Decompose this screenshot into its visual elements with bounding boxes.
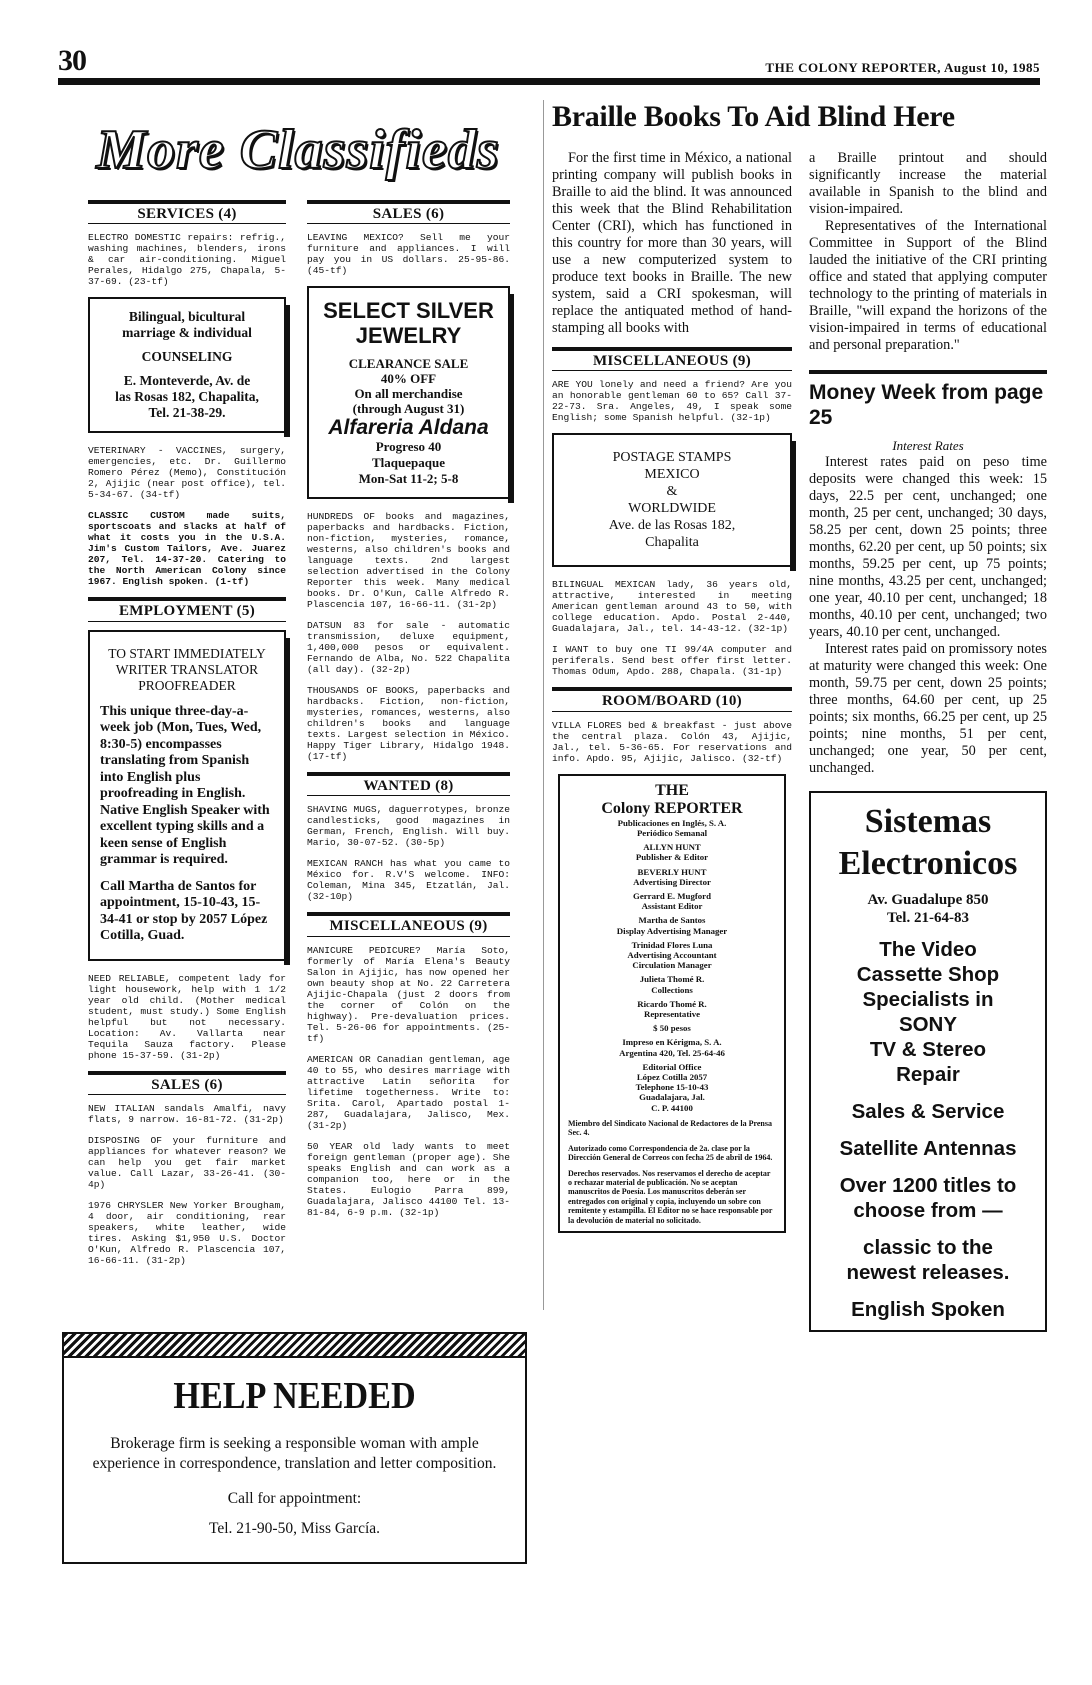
braille-story-continued — [809, 150, 1047, 354]
wanted-ad: MEXICAN RANCH has what you came to México for. R.V'S welcome. INFO: Coleman, Mina 345, Etzatlán, Jal. (32-10p) — [307, 858, 510, 903]
sistemas-line: Sales & Service — [851, 1100, 1005, 1124]
column-3 — [552, 150, 792, 1233]
staff-line: Guadalajara, Jal. — [639, 1092, 705, 1103]
wanted-section-head: WANTED (8) — [307, 772, 510, 796]
staff-line: Ricardo Thomé R. — [637, 998, 707, 1009]
sistemas-name: Electronicos — [838, 845, 1018, 883]
sistemas-electronicos-ad — [809, 791, 1047, 1332]
staff-line: BEVERLY HUNT — [637, 866, 707, 877]
classifieds-masthead: More Classifieds — [96, 119, 500, 181]
column-1 — [88, 190, 286, 1276]
sistemas-phone: Tel. 21-64-83 — [887, 910, 969, 927]
postage-stamps-ad — [552, 433, 792, 567]
misc-ad: 50 YEAR old lady wants to meet foreign gentleman (proper age). She speaks English and can work as a companion too, here or in the States. Eulogio Parra 899, Guadalajara, Jalisco 44100 Tel. 13-81-84, 6-9 p.m. (32-1p) — [307, 1140, 510, 1218]
staff-line: Julieta Thomé R. — [639, 974, 705, 985]
staff-line: C. P. 44100 — [651, 1102, 693, 1113]
hatched-band — [64, 1334, 525, 1358]
job-heading: WRITER TRANSLATOR — [115, 661, 259, 677]
braille-headline: Braille Books To Aid Blind Here — [552, 100, 955, 133]
staff-title: Colony REPORTER — [601, 799, 743, 817]
stamps-line: Chapalita — [645, 535, 699, 551]
story-paragraph: Interest rates paid on promissory notes at maturity were changed this week: One month, 59.75 per cent, down 25 points; three months, 64.60 per cent, up 25 points; six months, 66.25 per cent, up 25 points; nine months, 51 per cent, unchanged; one year, 50 per cent, unchanged. — [809, 641, 1047, 777]
sales-ad: NEW ITALIAN sandals Amalfi, navy flats, 9 narrow. 16-81-72. (31-2p) — [88, 1103, 286, 1126]
sistemas-address — [817, 891, 1039, 927]
counsel-line: E. Monteverde, Av. de — [123, 373, 251, 389]
stamps-line: Ave. de las Rosas 182, — [608, 518, 736, 534]
staff-line: López Cotilla 2057 — [636, 1072, 708, 1083]
staff-line: Publisher & Editor — [635, 852, 709, 863]
custom-tailor-ad: CLASSIC CUSTOM made suits, sportscoats and slacks at half of what it costs you in the U.S.A. Jim's Custom Tailors, Ave. Juarez 207, Tel. 14-37-20. Catering to the North American Colony since 1967. English spoken. (1-tf) — [88, 510, 286, 588]
silver-store-name: Alfareria Aldana — [328, 416, 489, 440]
sistemas-line: Specialists in — [862, 988, 994, 1012]
help-needed-text: Brokerage firm is seeking a responsible woman with ample experience in correspondence, translation and letter composition. — [92, 1435, 497, 1472]
story-paragraph: a Braille printout and should significantly increase the material available in Spanish to the blind and vision-impaired. — [809, 150, 1047, 217]
stamps-line: POSTAGE STAMPS — [612, 450, 732, 466]
column-divider — [543, 100, 544, 1310]
misc-section-head: MISCELLANEOUS (9) — [307, 912, 510, 936]
counsel-line: Bilingual, bicultural — [128, 309, 246, 325]
staff-line: Martha de Santos — [638, 915, 706, 926]
staff-line: Publicaciones en Inglés, S. A. — [617, 817, 727, 828]
misc-ad: AMERICAN OR Canadian gentleman, age 40 to 55, who desires marriage with attractive Latin señorita for lifetime togetherness. Write to: Srita. Carol, Apartado postal 1-287, Guadalajara, Jalisco, Mex. (31-2p) — [307, 1053, 510, 1131]
misc-ad: BILINGUAL MEXICAN lady, 36 years old, attractive, interested in meeting American gentleman around 43 to 50, with college education. Apdo. Postal 2-440, Guadalajara, Jal., tel. 14-43-12. (32-1p) — [552, 579, 792, 635]
sistemas-line: newest releases. — [846, 1261, 1010, 1285]
staff-line: Periódico Semanal — [636, 828, 708, 839]
help-needed-ad — [62, 1332, 527, 1564]
misc-ad: MANICURE PEDICURE? María Soto, formerly of María Elena's Beauty Salon in Ajijic, has now opened her own beauty shop at No. 22 Carretera Ajijic-Chapala (just 2 doors from the corner of Colón on the highway). Pre-devaluation prices. Tel. 5-26-06 for appointments. (25-tf) — [307, 944, 510, 1044]
help-needed-tel: Tel. 21-90-50, Miss García. — [208, 1520, 381, 1537]
silver-address: Progreso 40 — [375, 438, 442, 454]
box-shadow — [284, 305, 290, 437]
staff-line: Argentina 420, Tel. 25-64-46 — [619, 1047, 725, 1058]
job-body: This unique three-day-a-week job (Mon, Tues, Wed, 8:30-5) encompasses translating from Spanish into English plus proofreading in English. Native English Speaker with excellent typing skills and a keen sense of English grammar is required. — [100, 703, 270, 868]
story-paragraph: Representatives of the International Committee in Support of the Blind lauded the initiative of the CRI printing office and stated that applying computer technology to the printing of materials in Braille, "will expand the horizons of the vision-impaired in terms of educational and personal preparation." — [809, 218, 1047, 353]
staff-line: Impreso en Kérigma, S. A. — [622, 1037, 722, 1048]
room-board-section-head: ROOM/BOARD (10) — [552, 687, 792, 711]
misc-section-head: MISCELLANEOUS (9) — [552, 347, 792, 371]
counsel-line: Tel. 21-38-29. — [148, 405, 226, 421]
sistemas-line: Satellite Antennas — [839, 1137, 1017, 1161]
silver-clearance: CLEARANCE SALE — [348, 356, 469, 372]
silver-hours: Mon-Sat 11-2; 5-8 — [358, 470, 459, 486]
staff-line: Advertising Accountant — [627, 950, 717, 961]
sales-ad: DATSUN 83 for sale - automatic transmission, deluxe equipment, 1,400,000 pesos or equivalent. Fernando de Alba, No. 522 Chapalita (all day). (32-2p) — [307, 619, 510, 675]
misc-ad: ARE YOU lonely and need a friend? Are you an honorable gentleman 60 to 65? Call 37-22-73. Sra. Angeles, 49, I speak some English; some Spanish helpful. (32-1p) — [552, 379, 792, 424]
sales-section-head: SALES (6) — [88, 1071, 286, 1095]
staff-line: Gerrard E. Mugford — [633, 891, 711, 902]
sistemas-line: Over 1200 titles to — [839, 1174, 1017, 1198]
services-ad: ELECTRO DOMESTIC repairs: refrig., washing machines, blenders, irons & car air-conditioning. Miguel Perales, Hidalgo 275, Chapala, 5-37-69. (23-tf) — [88, 232, 286, 288]
sales-ad: THOUSANDS OF BOOKS, paperbacks and hardbacks. Fiction, non-fiction, mysteries, romances, westerns, also children's books and language texts. Largest selection in México. Happy Tiger Library, Hidalgo 1948. (17-tf) — [307, 684, 510, 762]
staff-line: Telephone 15-10-43 — [635, 1082, 709, 1093]
story-paragraph: For the first time in México, a national printing company will publish books in Braille to aid the blind. It was announced this week that the Blind Rehabilitation Center (CRI), which has functioned in this country for more than 30 years, will use a new computerized system to produce text books in Braille. The new system, said a CRI spokesman, will replace the antiquated method of hand-stamping all books with — [552, 150, 792, 336]
sistemas-line: Repair — [896, 1063, 960, 1087]
money-week-head: Money Week from page 25 — [809, 370, 1047, 430]
sales-section-head: SALES (6) — [307, 200, 510, 224]
staff-list — [568, 818, 776, 1113]
sistemas-line: SONY — [898, 1013, 958, 1037]
stamps-line: WORLDWIDE — [628, 501, 716, 517]
box-shadow — [508, 294, 514, 502]
interest-rates-subhead: Interest Rates — [892, 438, 964, 453]
staff-title: THE — [655, 781, 689, 799]
employment-section-head: EMPLOYMENT (5) — [88, 597, 286, 621]
sistemas-line: English Spoken — [851, 1298, 1005, 1322]
services-section-head: SERVICES (4) — [88, 200, 286, 224]
staff-line: Editorial Office — [642, 1061, 702, 1072]
staff-line: Trinidad Flores Luna — [631, 939, 713, 950]
silver-title: SELECT SILVER JEWELRY — [323, 298, 494, 349]
running-head: THE COLONY REPORTER, August 10, 1985 — [765, 60, 1040, 75]
job-heading: TO START IMMEDIATELY — [108, 645, 266, 661]
column-2 — [307, 190, 510, 1228]
braille-story — [552, 150, 792, 337]
leaving-mexico-ad: LEAVING MEXICO? Sell me your furniture and appliances. I will pay you in US dollars. 25-95-86. (45-tf) — [307, 232, 510, 277]
staff-line: ALLYN HUNT — [643, 842, 701, 853]
staff-fine-print: Miembro del Sindicato Nacional de Redactores de la Prensa Sec. 4. — [568, 1118, 772, 1138]
silver-address: Tlaquepaque — [372, 454, 445, 470]
column-4 — [809, 150, 1047, 1332]
sistemas-line: classic to the — [863, 1236, 993, 1260]
misc-ad: I WANT to buy one TI 99/4A computer and periferals. Send best offer first letter. Thomas Odum, Apdo. 288, Chapala. (31-1p) — [552, 644, 792, 678]
top-rule — [58, 78, 1040, 85]
sistemas-line: Cassette Shop — [856, 963, 1000, 987]
box-shadow — [284, 638, 290, 965]
counsel-line: COUNSELING — [141, 349, 233, 365]
counsel-line: marriage & individual — [122, 325, 252, 341]
story-paragraph: Interest rates paid on peso time deposits were changed this week: 15 days, 22.5 per cent, unchanged; one month, 25 per cent, unchanged; 30 days, 58.25 per cent, down 25 points; three months, 62.20 per cent, up 50 points; six months, 59.25 per cent, up 75 points; nine months, 43.25 per cent, unchanged; one year, 40.10 per cent, unchanged; 18 months, 40.10 per cent, unchanged; two years, 40.10 per cent, unchanged. — [809, 454, 1047, 641]
stamps-line: & — [666, 484, 678, 500]
counseling-ad — [88, 297, 286, 433]
sistemas-line: choose from — — [853, 1199, 1003, 1223]
help-needed-title: HELP NEEDED — [173, 1375, 416, 1417]
need-reliable-ad: NEED RELIABLE, competent lady for light housework, help with 1 1/2 year old child. (Mother medical student, must study.) Some English helpful but not necessary. Location: Av. Vallarta near Tequila Sauza factory. Please phone 15-37-59. (31-2p) — [88, 972, 286, 1061]
job-contact: Call Martha de Santos for appointment, 15-10-43, 15-34-41 or stop by 2057 López Cotilla, Guad. — [100, 878, 268, 944]
sistemas-line: The Video — [879, 938, 977, 962]
sales-ad: HUNDREDS OF books and magazines, paperbacks and hardbacks. Fiction, non-fiction, mysteries, romance, westerns, also children's books and language texts. 2nd largest selection advertised in the Colony Reporter this week. Many medical books. Dr. O'Kun, Calle Alfredo R. Plascencia 107, 16-66-11. (31-2p) — [307, 510, 510, 610]
staff-line: Representative — [643, 1009, 701, 1020]
page-number: 30 — [58, 44, 86, 77]
counsel-line: las Rosas 182, Chapalita, — [115, 389, 259, 405]
room-board-ad: VILLA FLORES bed & breakfast - just above the central plaza. Colón 43, Ajijic, Jal., tel. 5-36-65. For reservations and info. Apdo. 95, Ajijic, Jalisco. (32-tf) — [552, 719, 792, 764]
staff-box — [558, 774, 786, 1233]
silver-line: On all merchandise — [354, 386, 463, 402]
staff-fine-print: Autorizado como Correspondencia de 2a. clase por la Dirección General de Correos con fecha 25 de abril de 1964. — [568, 1143, 773, 1163]
sales-ad: 1976 CHRYSLER New Yorker Brougham, 4 door, air conditioning, rear speakers, white leather, wide tires. Asking $1,950 U.S. Doctor O'Kun, Alfredo R. Plascencia 107, 16-66-11. (31-2p) — [88, 1200, 286, 1267]
staff-line: Assistant Editor — [641, 901, 703, 912]
money-week-story — [809, 454, 1047, 777]
staff-line: Collections — [651, 984, 693, 995]
silver-jewelry-ad — [307, 286, 510, 498]
staff-line: $ 50 pesos — [653, 1023, 691, 1034]
staff-line: Circulation Manager — [632, 960, 712, 971]
stamps-line: MEXICO — [644, 467, 700, 483]
staff-line: Advertising Director — [633, 876, 711, 887]
silver-discount: 40% OFF — [380, 371, 437, 387]
sales-ad: DISPOSING OF your furniture and appliances for whatever reason? We can help you get fair market value. Call Lazar, 33-26-41. (30-4p) — [88, 1135, 286, 1191]
sistemas-line: TV & Stereo — [869, 1038, 987, 1062]
sistemas-address-line: Av. Guadalupe 850 — [867, 892, 989, 909]
job-ad — [88, 630, 286, 961]
staff-fine-print: Derechos reservados. Nos reservamos el derecho de aceptar o rechazar material de publicación. No se aceptan manuscritos de Poesía. Los manuscritos deberán ser entregados con original y copia, incluyendo un sobre con remitente y estampilla. El Editor no se hace responsable por la devolución de material no solicitado. — [568, 1168, 773, 1225]
veterinary-ad: VETERINARY - VACCINES, surgery, emergencies, etc. Dr. Guillermo Romero Pérez (Memo), Constitución 2, Ajijic (near post office), tel. 5-34-67. (34-tf) — [88, 445, 286, 501]
staff-line: Display Advertising Manager — [616, 925, 728, 936]
box-shadow — [790, 441, 796, 571]
help-needed-call: Call for appointment: — [227, 1490, 362, 1507]
silver-line: (through August 31) — [352, 401, 465, 417]
sistemas-name: Sistemas — [864, 803, 992, 841]
job-heading: PROOFREADER — [138, 677, 236, 693]
wanted-ad: SHAVING MUGS, daguerrotypes, bronze candlesticks, good magazines in German, French, English. Will buy. Mario, 30-07-52. (30-5p) — [307, 804, 510, 849]
